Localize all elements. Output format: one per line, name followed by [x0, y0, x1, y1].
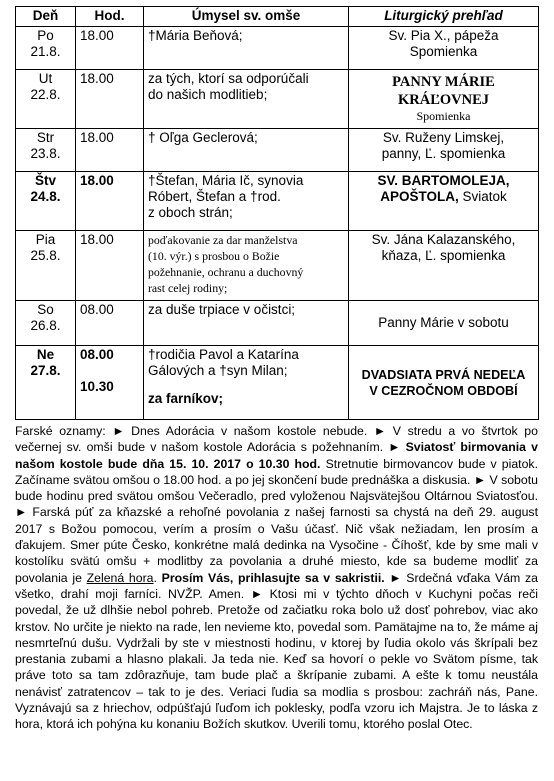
- bulletin-page: [15, 6, 538, 733]
- announcements-text: .: [153, 570, 162, 585]
- day-name: So: [37, 302, 54, 317]
- liturgy-cell: [349, 129, 539, 172]
- day-date: 26.8.: [30, 318, 61, 333]
- table-row: [16, 231, 539, 301]
- header-liturgy: Liturgický prehľad: [349, 7, 539, 27]
- feast-rank: Sviatok: [458, 189, 507, 204]
- day-date: 22.8.: [30, 87, 61, 102]
- intention-cell: za duše trpiace v očistci;: [144, 301, 349, 346]
- feast-name: APOŠTOLA,: [380, 189, 459, 204]
- day-date: 21.8.: [30, 44, 61, 59]
- day-cell: [16, 27, 76, 70]
- day-name: Ne: [36, 347, 55, 362]
- intention-second: za farníkov;: [148, 391, 224, 406]
- intention-line: za tých, ktorí sa odporúčali: [148, 71, 309, 86]
- liturgy-line: DVADSIATA PRVÁ NEDEĽA: [361, 367, 526, 382]
- intention-cell: † Oľga Geclerová;: [144, 129, 349, 172]
- time-cell: 18.00: [76, 27, 144, 70]
- intention-line: požehnanie, ochranu a duchovný: [148, 265, 304, 279]
- day-date: 23.8.: [30, 146, 61, 161]
- time-cell: 08.00: [76, 301, 144, 346]
- signup-request: Prosím Vás, prihlasujte sa v sakristii.: [161, 570, 385, 585]
- liturgy-line: Sv. Jána Kalazanského,: [371, 232, 516, 247]
- table-row: [16, 129, 539, 172]
- time-first: 08.00: [80, 347, 114, 362]
- liturgy-line: KRÁĽOVNEJ: [397, 92, 490, 108]
- day-name: Str: [36, 130, 55, 145]
- time-cell: 18.00: [76, 172, 144, 231]
- table-row: [16, 346, 539, 420]
- announcements-text: Farské oznamy: ► Dnes Adorácia v našom kostole nebude. ► V stredu a vo štvrtok po večernej sv. omši bude v našom kostole Adorácia s požehnaním. ►: [15, 424, 538, 455]
- liturgy-line: [353, 189, 534, 205]
- intention-line: (10. výr.) s prosbou o Božie: [148, 249, 280, 263]
- intention-line: †rodičia Pavol a Katarína: [148, 347, 299, 362]
- intention-line: †Štefan, Mária Ič, synovia: [148, 173, 304, 188]
- time-cell: 18.00: [76, 231, 144, 301]
- day-name: Ut: [38, 71, 53, 86]
- confirmation-date: Sviatosť birmovania v našom kostole bude dňa 15. 10. 2017 o 10.30 hod.: [15, 440, 538, 471]
- intention-line: do našich modlitieb;: [148, 87, 268, 102]
- table-row: [16, 27, 539, 70]
- day-cell: [16, 301, 76, 346]
- intention-line: Róbert, Štefan a †rod.: [148, 189, 281, 204]
- liturgy-line: kňaza, Ľ. spomienka: [381, 248, 506, 263]
- liturgy-cell: [349, 172, 539, 231]
- time-cell: 18.00: [76, 129, 144, 172]
- intention-line: rast celej rodiny;: [148, 281, 228, 295]
- table-header-row: [16, 7, 539, 27]
- header-day: Deň: [16, 7, 76, 27]
- time-second: 10.30: [80, 379, 114, 394]
- announcements-text: ► Srdečná vďaka Vám za všetko, drahí moji farníci. NVŽP. Amen. ► Ktosi mi v týchto dňoch v Kuchyni počas reči povedal, že už dlhšie nebol pohreb. Pretože od začiatku roka bolo už dosť pohrebov, viac ako krstov. No určite je niekto na rade, len nevieme kto, povedal som. Pamätajme na to, že máme aj nesmrteľnú dušu. Vydržali by ste v miestnosti hodinu, v ktorej by ľudia okolo vás škrípali bez prestania zubami a hlasno plakali. Ja teda nie. Keď sa hovorí o pekle vo Svätom písme, tak práve toto sa tam zdôrazňuje, tam bude plač a škrípanie zubami. A ešte k tomu neustála nenávisť zatratencov – tak to je des. Veriaci ľudia sa modlia s prosbou: zachráň nás, Pane. Vyznávajú sa z hriechov, odpúšťajú ľuďom ich poklesky, podľa vzoru ich Majstra. Je to láska z hora, ktorá ich pohýna ku konaniu Božích skutkov. Uverili tomu, ktorého poslal Otec.: [15, 570, 538, 732]
- time-cell: [76, 346, 144, 420]
- intention-line: Gálových a †syn Milan;: [148, 363, 288, 378]
- intention-line: z oboch strán;: [148, 205, 233, 220]
- liturgy-cell: [349, 70, 539, 129]
- day-cell: [16, 129, 76, 172]
- header-time: Hod.: [76, 7, 144, 27]
- pilgrimage-place: Zelená hora: [86, 570, 154, 585]
- liturgy-line: PANNY MÁRIE: [392, 74, 495, 90]
- liturgy-line: SV. BARTOMOLEJA,: [377, 173, 510, 188]
- table-row: [16, 70, 539, 129]
- liturgy-line: V CEZROČNOM OBDOBÍ: [369, 383, 518, 398]
- day-date: 24.8.: [30, 189, 61, 204]
- day-name: Pia: [35, 232, 56, 247]
- liturgy-line: Sv. Ruženy Limskej,: [382, 130, 505, 145]
- intention-cell: [144, 231, 349, 301]
- liturgy-line: Spomienka: [416, 109, 471, 123]
- liturgy-cell: [349, 231, 539, 301]
- parish-announcements: [15, 423, 538, 733]
- header-intention: Úmysel sv. omše: [144, 7, 349, 27]
- day-cell: [16, 70, 76, 129]
- intention-line: poďakovanie za dar manželstva: [148, 233, 298, 247]
- intention-cell: [144, 70, 349, 129]
- intention-cell: [144, 346, 349, 420]
- mass-schedule-table: [15, 6, 539, 420]
- liturgy-line: Spomienka: [409, 44, 478, 59]
- day-date: 25.8.: [30, 248, 61, 263]
- day-cell: [16, 231, 76, 301]
- liturgy-line: panny, Ľ. spomienka: [381, 146, 506, 161]
- time-cell: 18.00: [76, 70, 144, 129]
- day-name: Štv: [34, 173, 56, 188]
- liturgy-cell: [349, 346, 539, 420]
- day-name: Po: [37, 28, 54, 43]
- announcements-text: Stretnutie birmovancov bude v piatok. Začíname svätou omšou o 18.00 hod. a po jej skončení bude prednáška a diskusia. ► V sobotu bude hodinu pred svätou omšou Večeradlo, pred vyloženou Najsvätejšou Oltárnou Sviatosťou. ► Farská púť za kňazské a rehoľné povolania z našej farnosti sa chystá na deň 29. august 2017 s Božou pomocou, verím a prosím o Vašu účasť. Nič však nežiadam, len prosím a ďakujem. Smer púte Česko, konkrétne malá dedinka na Vysočine - Číhošť, kde by sme mali v kostolíku svätú omšu + modlitby za povolania a druhé miesto, kde sa budeme modliť za povolania je: [15, 456, 538, 585]
- liturgy-line: Sv. Pia X., pápeža: [388, 28, 499, 43]
- day-cell: [16, 346, 76, 420]
- day-cell: [16, 172, 76, 231]
- intention-cell: [144, 172, 349, 231]
- table-row: [16, 172, 539, 231]
- day-date: 27.8.: [30, 363, 61, 378]
- intention-cell: †Mária Beňová;: [144, 27, 349, 70]
- table-row: [16, 301, 539, 346]
- liturgy-cell: [349, 27, 539, 70]
- liturgy-cell: Panny Márie v sobotu: [349, 301, 539, 346]
